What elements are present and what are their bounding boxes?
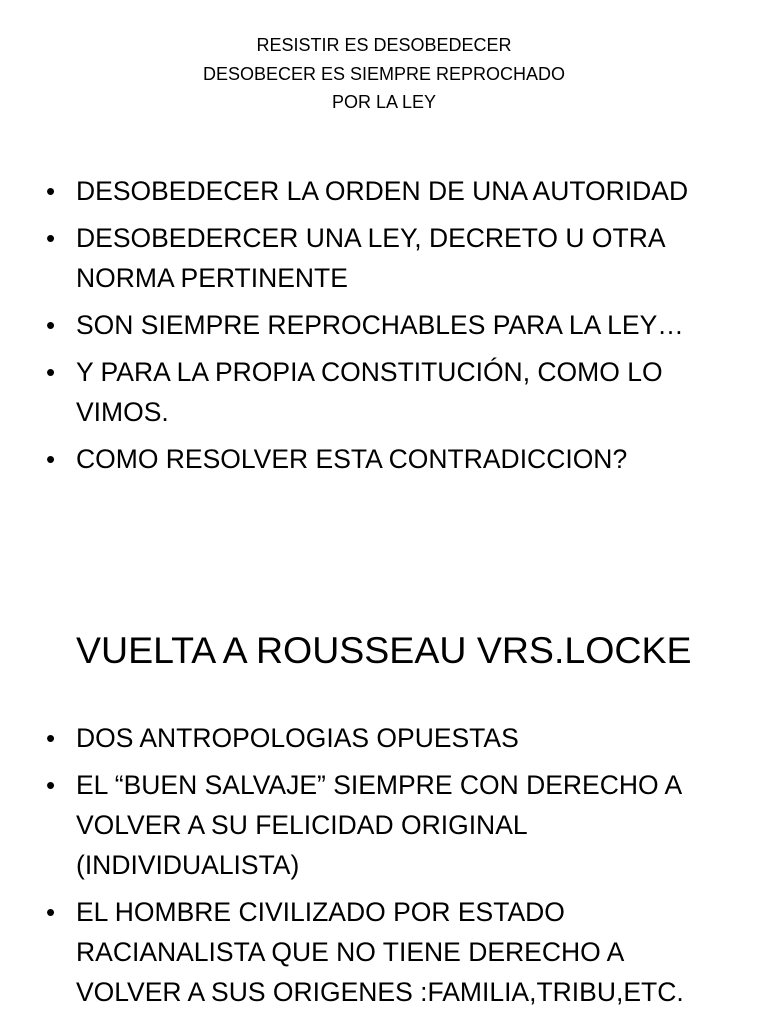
bullet-dot-icon: •: [46, 723, 56, 753]
bullet-text: VOLVER A SU FELICIDAD ORIGINAL: [76, 810, 528, 840]
bullet-item: [0, 352, 768, 432]
bullet-dot-icon: •: [46, 223, 56, 253]
title-line: POR LA LEY: [331, 92, 437, 112]
bullet-text: DESOBEDECER LA ORDEN DE UNA AUTORIDAD: [76, 176, 689, 206]
bullet-text: EL “BUEN SALVAJE” SIEMPRE CON DERECHO A: [76, 770, 683, 800]
bullet-item: [0, 171, 768, 211]
bullet-dot-icon: •: [46, 770, 56, 800]
bullet-item: [0, 305, 768, 345]
slide-2-bullet-list: [0, 718, 768, 1012]
bullet-text: DOS ANTROPOLOGIAS OPUESTAS: [76, 723, 519, 753]
bullet-text: EL HOMBRE CIVILIZADO POR ESTADO: [76, 897, 565, 927]
bullet-text: NORMA PERTINENTE: [76, 263, 348, 293]
bullet-dot-icon: •: [46, 897, 56, 927]
title-line: RESISTIR ES DESOBEDECER: [256, 35, 512, 55]
bullet-dot-icon: •: [46, 310, 56, 340]
bullet-item: [0, 765, 768, 885]
slide-1-bullet-list: [0, 171, 768, 479]
bullet-dot-icon: •: [46, 357, 56, 387]
bullet-text: Y PARA LA PROPIA CONSTITUCIÓN, COMO LO: [76, 357, 663, 387]
bullet-text: RACIANALISTA QUE NO TIENE DERECHO A: [76, 937, 625, 967]
bullet-dot-icon: •: [46, 444, 56, 474]
slide-1-title: [0, 31, 768, 117]
bullet-item: [0, 439, 768, 479]
slide-2-title: VUELTA A ROUSSEAU VRS.LOCKE: [76, 629, 692, 671]
bullet-text: DESOBEDERCER UNA LEY, DECRETO U OTRA: [76, 223, 666, 253]
bullet-text: (INDIVIDUALISTA): [76, 850, 300, 880]
bullet-item: [0, 218, 768, 298]
bullet-item: [0, 892, 768, 1012]
bullet-text: VOLVER A SUS ORIGENES :FAMILIA,TRIBU,ETC.: [76, 977, 684, 1007]
bullet-text: COMO RESOLVER ESTA CONTRADICCION?: [76, 444, 628, 474]
bullet-dot-icon: •: [46, 176, 56, 206]
title-line: DESOBECER ES SIEMPRE REPROCHADO: [202, 63, 566, 84]
bullet-text: VIMOS.: [76, 397, 169, 427]
bullet-item: [0, 718, 768, 758]
bullet-text: SON SIEMPRE REPROCHABLES PARA LA LEY…: [76, 310, 684, 340]
